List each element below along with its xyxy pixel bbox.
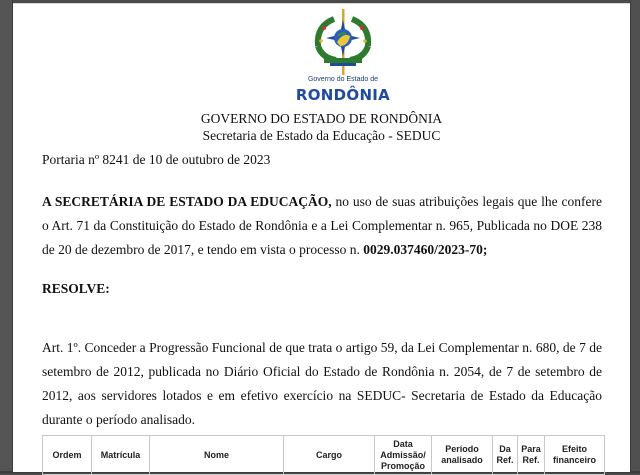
article-1-paragraph: Art. 1º. Conceder a Progressão Funcional de que trata o artigo 59, da Lei Complementar n. 680, de 7 de setembro de 2012, publicada no Diário Oficial do Estado de Rondônia n. 2054, de 7 de setembro de 2012, aos servidores lotados e em efetivo exercício na SEDUC- Secretaria de Estado da Educação durante o período analisado. bbox=[42, 340, 602, 427]
col-para-ref: Para Ref. bbox=[518, 436, 545, 475]
header-government: GOVERNO DO ESTADO DE RONDÔNIA bbox=[200, 111, 443, 126]
col-periodo-analisado: Período analisado bbox=[432, 436, 493, 475]
process-number: 0029.037460/2023-70; bbox=[363, 242, 488, 257]
col-efeito-financeiro: Efeito financeiro bbox=[545, 436, 605, 475]
preamble-authority: A SECRETÁRIA DE ESTADO DA EDUCAÇÃO, bbox=[42, 194, 332, 209]
preamble-text: no uso de suas atribuições legais que lhe confere o Art. 71 da Constituição do Estado de Rondônia e a Lei Complementar n. 965, Publicada no DOE 238 de 20 de dezembro de 2017, e tendo em vista o processo n. bbox=[42, 194, 602, 257]
servers-table bbox=[42, 435, 605, 475]
viewer-scrollbar[interactable] bbox=[630, 0, 640, 473]
table-header-row bbox=[43, 436, 605, 475]
logo-caption: Governo do Estado de bbox=[307, 76, 379, 83]
col-matricula: Matrícula bbox=[92, 436, 150, 475]
document-page bbox=[13, 3, 630, 472]
col-nome: Nome bbox=[150, 436, 284, 475]
logo-state-name: RONDÔNIA bbox=[295, 86, 391, 104]
header-secretariat: Secretaria de Estado da Educação - SEDUC bbox=[202, 128, 441, 143]
preamble-paragraph bbox=[42, 190, 602, 262]
portaria-title: Portaria nº 8241 de 10 de outubro de 2023 bbox=[42, 152, 271, 167]
col-data-admissao: Data Admissão/ Promoção bbox=[375, 436, 432, 475]
col-ordem: Ordem bbox=[43, 436, 92, 475]
rondonia-coat-of-arms-icon bbox=[288, 6, 398, 76]
resolve-heading: RESOLVE: bbox=[42, 281, 110, 296]
col-cargo: Cargo bbox=[284, 436, 375, 475]
government-logo bbox=[288, 6, 398, 106]
viewer-left-margin bbox=[0, 0, 13, 473]
col-da-ref: Da Ref. bbox=[493, 436, 518, 475]
